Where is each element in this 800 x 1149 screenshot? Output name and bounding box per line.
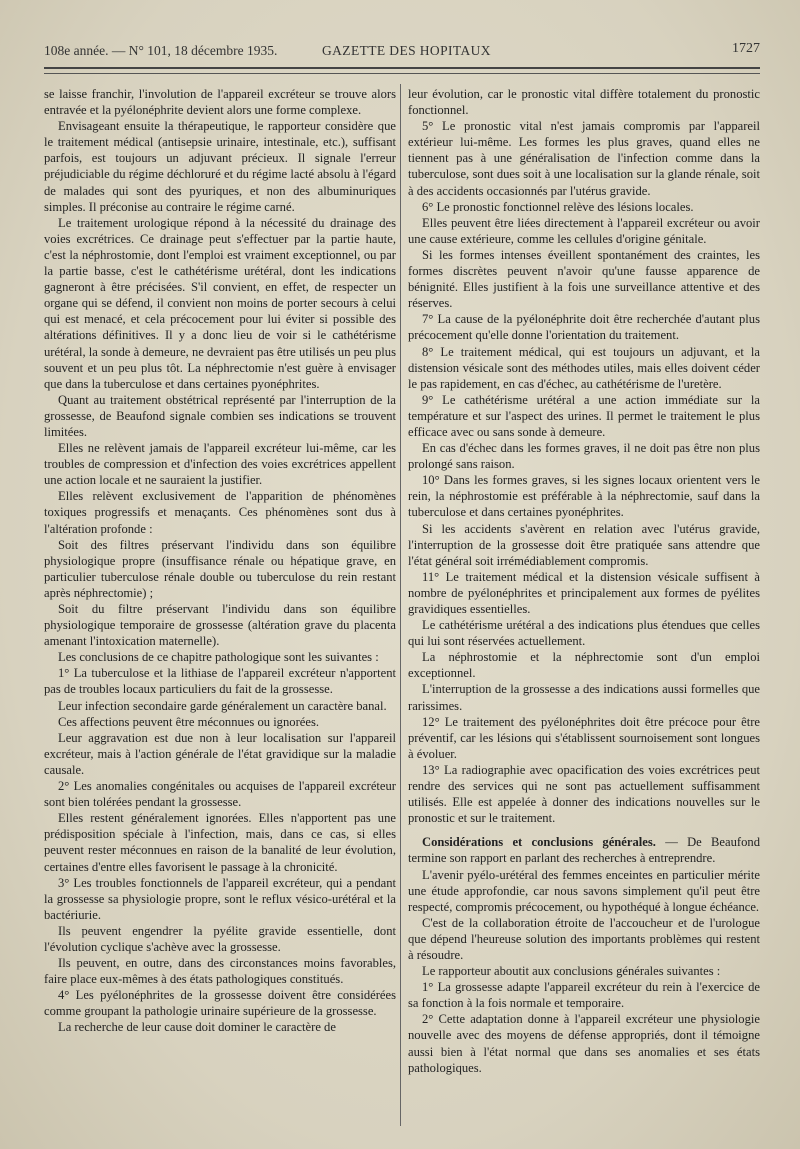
paragraph: Soit des filtres préservant l'individu dans son équilibre physiologique propre (insuffisance rénale ou hépatique grave, en particulier tuberculose rénale double ou tuberculose du rein restant après néphrectomie) ; [44,537,396,600]
running-header [44,43,760,65]
issue-info: 108e année. — N° 101, 18 décembre 1935. [44,43,278,58]
paragraph: 6° Le pronostic fonctionnel relève des lésions locales. [422,199,694,214]
paragraph: Elles restent généralement ignorées. Elles n'apportent pas une prédisposition spéciale à l'infection, mais, dans ce cas, si elles peuvent rester méconnues en raison de la banalité de leur évolution, certaines d'entre elles favorisent le passage à la chronicité. [44,811,396,874]
paragraph: Leur infection secondaire garde généralement un caractère banal. [58,698,387,713]
paragraph: 9° Le cathétérisme urétéral a une action immédiate sur la température et sur l'aspect des urines. Il permet le traitement le plus efficace avec ou sans sonde à demeure. [408,392,760,439]
paragraph: 3° Les troubles fonctionnels de l'appareil excréteur, qui a pendant la grossesse sa physiologie propre, sont le reflux vésico-urétéral et la bactériurie. [44,875,396,922]
header-rule-thick [44,67,760,69]
paragraph: Soit du filtre préservant l'individu dans son équilibre physiologique temporaire de grossesse (altération grave du placenta amenant l'intoxication maternelle). [44,602,396,649]
paragraph: leur évolution, car le pronostic vital diffère totalement du pronostic fonctionnel. [408,87,760,118]
paragraph: 2° Les anomalies congénitales ou acquises de l'appareil excréteur sont bien tolérées pendant la grossesse. [44,779,396,810]
left-column [44,86,396,1126]
paragraph: L'avenir pyélo-urétéral des femmes enceintes en particulier mérite une étude approfondie, car nous savons simplement qu'il peut être respecté, compromis précocement, ou hypothéqué à longue échéance. [408,867,760,914]
paragraph: 5° Le pronostic vital n'est jamais compromis par l'appareil extérieur lui-même. Les formes les plus graves, quand elles ne tiennent pas à une généralisation de l'infection comme dans la tuberculose, sont dues soit à une localisation sur la glande rénale, soit à des accidents occasionnés par l'utérus gravide. [408,119,760,198]
paragraph: 1° La grossesse adapte l'appareil excréteur du rein à l'exercice de sa fonction à la fois normale et temporaire. [408,980,760,1011]
paragraph: Si les accidents s'avèrent en relation avec l'utérus gravide, l'interruption de la grossesse doit être pratiquée sans attendre que l'état général soit irrémédiablement compromis. [408,521,760,568]
header-rule-thin [44,73,760,74]
paragraph: C'est de la collaboration étroite de l'accoucheur et de l'urologue que dépend l'heureuse solution des importants problèmes qui restent à résoudre. [408,915,760,962]
paragraph: Le traitement urologique répond à la nécessité du drainage des voies excrétrices. Ce drainage peut s'effectuer par la partie haute, c'est la néphrostomie, dont l'emploi est vraiment exceptionnel, ou par la partie basse, c'est le cathétérisme urétéral, dont les indications gagneront à être précisées. S'il convient, en effet, de respecter un organe qui se défend, il convient non moins de porter secours à celui qui est menacé, et cela précocement pour lui éviter si possible des altérations définitives. Il y a donc lieu de voir si le cathétérisme urétéral, la sonde à demeure, ne devraient pas être utilisés un peu plus souvent et un peu plus tôt. La néphrectomie n'est guère à envisager que dans la tuberculose et dans certaines pyonéphrites. [44,215,396,391]
page-number: 1727 [732,41,760,56]
paragraph: Elles relèvent exclusivement de l'apparition de phénomènes toxiques progressifs et menaçants. Ces phénomènes sont dus à l'altération profonde : [44,489,396,536]
paragraph: Ils peuvent, en outre, dans des circonstances moins favorables, faire place eux-mêmes à des états pathologiques constitués. [44,956,396,987]
paragraph: 12° Le traitement des pyélonéphrites doit être précoce pour être préventif, car les lésions qui s'établissent sournoisement sont longues à évoluer. [408,714,760,761]
journal-title: GAZETTE DES HOPITAUX [322,43,491,58]
section-heading-text: — De Beaufond termine son rapport en parlant des recherches à entreprendre. [408,835,760,866]
paragraph: 10° Dans les formes graves, si les signes locaux orientent vers le rein, la néphrostomie est préférable à la néphrectomie, sauf dans la tuberculose et dans certaines pyonéphrites. [408,473,760,520]
column-divider [400,84,401,1126]
paragraph: Si les formes intenses éveillent spontanément des craintes, les formes discrètes peuvent n'avoir qu'une fausse apparence de bénignité. Elles justifient à la fois une surveillance attentive et des réserves. [408,247,760,311]
paragraph: Ces affections peuvent être méconnues ou ignorées. [58,714,320,729]
paragraph: La recherche de leur cause doit dominer le caractère de [58,1020,336,1035]
paragraph: La néphrostomie et la néphrectomie sont d'un emploi exceptionnel. [408,650,760,681]
paragraph: Quant au traitement obstétrical représenté par l'interruption de la grossesse, de Beaufond signale combien ses indications se trouvent limitées. [44,392,396,439]
paragraph: L'interruption de la grossesse a des indications aussi formelles que rarissimes. [408,682,760,713]
paragraph: Leur aggravation est due non à leur localisation sur l'appareil excréteur, mais à l'action générale de l'état gravidique sur la maladie causale. [44,730,396,777]
paragraph: Elles ne relèvent jamais de l'appareil excréteur lui-même, car les troubles de compression et d'infection des voies excrétrices appellent une action locale et ne sauraient la justifier. [44,441,396,488]
paragraph: 2° Cette adaptation donne à l'appareil excréteur une physiologie nouvelle avec des moyens de défense appropriés, dont il témoigne aussi bien à l'état normal que dans ses anomalies et ses états pathologiques. [408,1012,760,1075]
paragraph: 13° La radiographie avec opacification des voies excrétrices peut rendre des services qui ne sont pas actuellement suffisamment utilisés. Elle est appelée à donner des indications nouvelles sur le pronostic et sur le traitement. [408,762,760,826]
section-heading: Considérations et conclusions générales. [422,835,656,850]
paragraph: 8° Le traitement médical, qui est toujours un adjuvant, et la distension vésicale sont des méthodes utiles, mais elles doivent céder le pas rapidement, en cas d'échec, au cathétérisme de l'uretère. [408,344,760,391]
paragraph: 1° La tuberculose et la lithiase de l'appareil excréteur n'apportent pas de troubles locaux particuliers du fait de la grossesse. [44,666,396,697]
paragraph: En cas d'échec dans les formes graves, il ne doit pas être non plus prolongé sans raison. [408,441,760,472]
paragraph: Elles peuvent être liées directement à l'appareil excréteur ou avoir une cause extérieure, comme les cellules d'origine génitale. [408,215,760,246]
paragraph: Les conclusions de ce chapitre pathologique sont les suivantes : [58,650,379,665]
paragraph: 7° La cause de la pyélonéphrite doit être recherchée d'autant plus précocement qu'elle donne l'orientation du traitement. [408,312,760,343]
paragraph: se laisse franchir, l'involution de l'appareil excréteur se trouve alors entravée et la pyélonéphrite devient alors une forme complexe. [44,87,396,118]
right-column [408,86,760,1126]
paragraph: 11° Le traitement médical et la distension vésicale suffisent à nombre de pyélonéphrites et principalement aux formes de pyélites gravidiques essentielles. [408,569,760,616]
paragraph: 4° Les pyélonéphrites de la grossesse doivent être considérées comme groupant la pathologie urinaire supérieure de la grossesse. [44,988,396,1019]
paragraph: Le rapporteur aboutit aux conclusions générales suivantes : [422,964,721,979]
section-heading-paragraph [408,834,760,866]
paragraph: Le cathétérisme urétéral a des indications plus étendues que celles qui lui sont réservées actuellement. [408,618,760,649]
paragraph: Ils peuvent engendrer la pyélite gravide essentielle, dont l'évolution cyclique s'achève avec la grossesse. [44,923,396,954]
paragraph: Envisageant ensuite la thérapeutique, le rapporteur considère que le traitement médical (antisepsie urinaire, intestinale, etc.), suffisant parfois, est toujours un adjuvant précieux. Il signale l'erreur préjudiciable du régime déchloruré et du régime lacté absolu à l'égard de malades qui sont des pyuriques, et non des albuminuriques simples. Il préconise au contraire le régime carné. [44,119,396,214]
